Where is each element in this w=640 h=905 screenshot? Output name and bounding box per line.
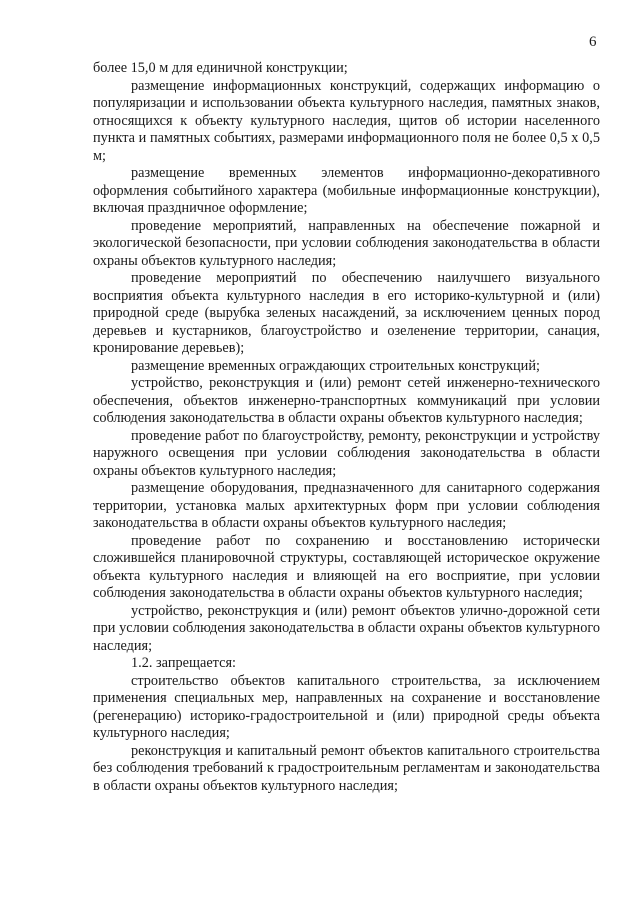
paragraph: реконструкция и капитальный ремонт объектов капитального строительства без соблюдения требований к градостроительным регламентам и законодательства в области охраны объектов культурного наследия; — [93, 742, 600, 794]
paragraph: размещение временных элементов информационно-декоративного оформления событийного характера (мобильные информационные конструкции), включая праздничное оформление; — [93, 165, 600, 216]
paragraph: размещение оборудования, предназначенного для санитарного содержания территории, установка малых архитектурных форм при условии соблюдения законодательства в области охраны объектов культурного наследия; — [93, 480, 600, 531]
section-heading: 1.2. запрещается: — [131, 655, 236, 671]
paragraph: проведение работ по благоустройству, ремонту, реконструкции и устройству наружного освещения при условии соблюдения законодательства в области охраны объектов культурного наследия; — [93, 427, 600, 479]
paragraph: размещение временных ограждающих строительных конструкций; — [131, 357, 540, 374]
paragraph: устройство, реконструкция и (или) ремонт сетей инженерно-технического обеспечения, объектов инженерно-транспортных коммуникаций при условии соблюдения законодательства в области охраны объектов культурного наследия; — [93, 375, 600, 426]
paragraph: устройство, реконструкция и (или) ремонт объектов улично-дорожной сети при условии соблюдения законодательства в области охраны объектов культурного наследия; — [93, 602, 600, 654]
paragraph: проведение мероприятий, направленных на обеспечение пожарной и экологической безопасности, при условии соблюдения законодательства в области охраны объектов культурного наследия; — [93, 217, 600, 269]
page-number: 6 — [589, 34, 597, 50]
document-body — [93, 60, 600, 795]
paragraph: более 15,0 м для единичной конструкции; — [93, 60, 348, 76]
paragraph: проведение мероприятий по обеспечению наилучшего визуального восприятия объекта культурного наследия в его историко-культурной и (или) природной среде (вырубка зеленых насаждений, за исключением ценных пород деревьев и кустарников, благоустройство и озеленение территории, санация, кронирование деревьев); — [93, 270, 600, 356]
paragraph: строительство объектов капитального строительства, за исключением применения специальных мер, направленных на сохранение и восстановление (регенерацию) историко-градостроительной и (или) природной среды объекта культурного наследия; — [93, 672, 600, 741]
paragraph: проведение работ по сохранению и восстановлению исторически сложившейся планировочной структуры, составляющей историческое окружение объекта культурного наследия и влияющей на его восприятие, при условии соблюдения законодательства в области охраны объектов культурного наследия; — [93, 532, 600, 601]
paragraph: размещение информационных конструкций, содержащих информацию о популяризации и использовании объекта культурного наследия, памятных знаков, относящихся к объекту культурного наследия, щитов об истории населенного пункта и памятных событиях, размерами информационного поля не более 0,5 x 0,5 м; — [93, 77, 600, 164]
